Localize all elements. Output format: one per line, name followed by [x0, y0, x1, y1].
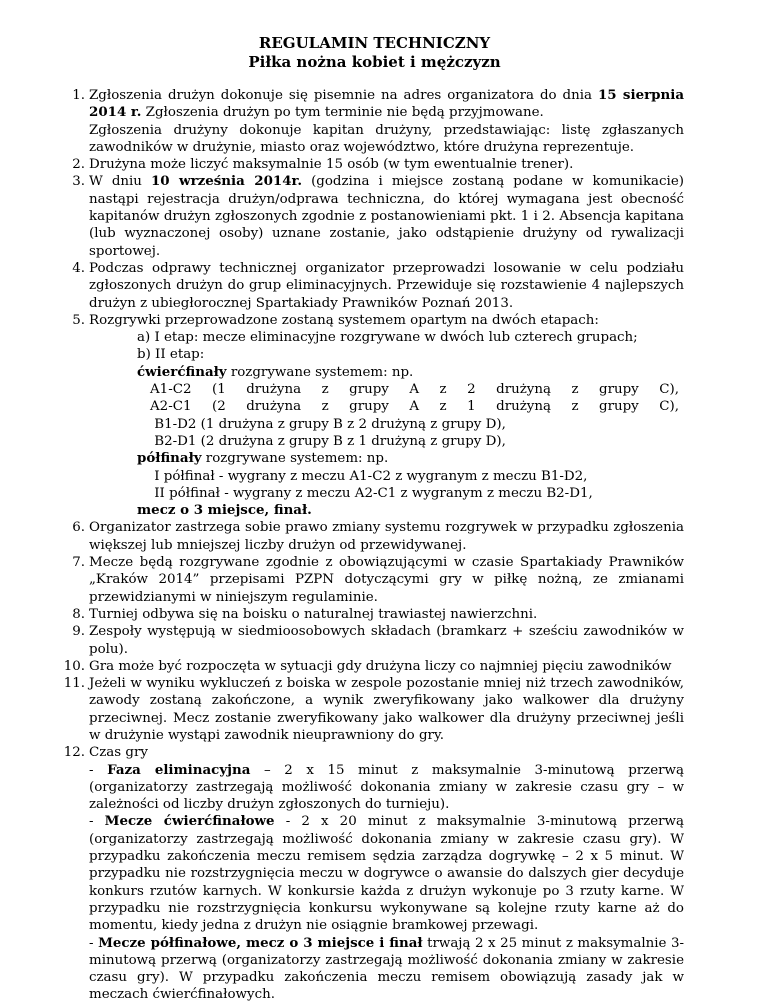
- semifinal-2: II półfinał - wygrany z meczu A2-C1 z wygranym z meczu B2-D1,: [150, 485, 593, 501]
- rule-3: 3. W dniu 10 września 2014r. (godzina i miejsce zostaną podane w komunikacie) nastąpi rejestracja drużyn/odprawa techniczna, do której wymagana jest obecność kapitanów drużyn zgłoszonych zgodnie z postanowieniami pkt. 1 i 2. Absencja kapitana (lub wyznaczonej osoby) uznane zostanie, jako odstąpienie drużyny od rywalizacji sportowej.: [65, 173, 684, 259]
- quarterfinals-heading: ćwierćfinały rozgrywane systemem: np.: [137, 363, 414, 380]
- rule-4: 4. Podczas odprawy technicznej organizator przeprowadzi losowanie w celu podziału zgłoszonych drużyn do grup eliminacyjnych. Przewiduje się rozstawienie 4 najlepszych drużyn z ubiegłorocznej Spartakiady Prawników Poznań 2013.: [65, 260, 684, 312]
- deadline-date: 15 sierpnia 2014 r.: [89, 87, 684, 121]
- final-matches: mecz o 3 miejsce, finał.: [137, 502, 312, 519]
- rule-number: 7.: [72, 555, 85, 571]
- rule-2: 2. Drużyna może liczyć maksymalnie 15 osób (w tym ewentualnie trener).: [65, 156, 684, 173]
- rule-6: 6. Organizator zastrzega sobie prawo zmiany systemu rozgrywek w przypadku zgłoszenia większej lub mniejszej liczby drużyn od przewidywanej.: [65, 519, 684, 554]
- rule-number: 9.: [72, 624, 85, 640]
- rule-9: 9. Zespoły występują w siedmioosobowych składach (bramkarz + sześciu zawodników w polu).: [65, 623, 684, 658]
- rule-number: 1.: [72, 88, 85, 103]
- justified-line: A1-C2 (1 drużyna z grupy A z 2 drużyną z grupy C),: [150, 382, 679, 398]
- stage-1: a) I etap: mecze eliminacyjne rozgrywane w dwóch lub czterech grupach;: [137, 330, 638, 346]
- rule-10: 10. Gra może być rozpoczęta w sytuacji gdy drużyna liczy co najmniej pięciu zawodników: [65, 658, 684, 675]
- rule-5: 5. Rozgrywki przeprowadzone zostaną systemem opartym na dwóch etapach: a) I etap: mecze eliminacyjne rozgrywane w dwóch lub czterech grupach; b) II etap: ćwierćfinały rozgrywane systemem: np. A1-C2 (1 drużyna z grupy A z 2 drużyną z grupy C), A2-C1 (2 drużyna z grupy A z 1 drużyną z grupy C), B1-D2 (1 drużyna z grupy B z 2 drużyną z grupy D), B2-D1 (2 drużyna z grupy B z 1 drużyną z grupy D), półfinały rozgrywane systemem: np. I półfinał - wygrany z meczu A1-C2 z wygranym z meczu B1-D2, II półfinał - wygrany z meczu A2-C1 z wygranym z meczu B2-D1, mecz o 3 miejsce, finał.: [65, 312, 684, 520]
- rule-number: 12.: [63, 745, 85, 761]
- document-subtitle: Piłka nożna kobiet i mężczyzn: [248, 53, 501, 71]
- rule-number: 10.: [63, 658, 85, 674]
- rule-12: 12. Czas gry - Faza eliminacyjna – 2 x 15 minut z maksymalnie 3-minutową przerwą (organizatorzy zastrzegają możliwość dokonania zmiany w zakresie czasu gry – w zależności od liczby drużyn zgłoszonych do turnieju). - Mecze ćwierćfinałowe - 2 x 20 minut z maksymalnie 3-minutową przerwą (organizatorzy zastrzegają możliwość dokonania zmiany w zakresie czasu gry). W przypadku zakończenia meczu remisem sędzia zarządza dogrywkę – 2 x 5 minut. W przypadku nie rozstrzygnięcia meczu w dogrywce o awansie do dalszych gier decyduje konkurs rzutów karnych. W konkursie każda z drużyn wykonuje po 3 rzuty karne. W przypadku nie rozstrzygnięcia konkursu wykonywane są kolejne rzuty karne aż do momentu, kiedy jedna z drużyn nie osiągnie bramkowej przewagi. - Mecze półfinałowe, mecz o 3 miejsce i finał trwają 2 x 25 minut z maksymalnie 3-minutową przerwą (organizatorzy zastrzegają możliwość dokonania zmiany w zakresie czasu gry). W przypadku zakończenia meczu remisem obowiązują zasady jak w meczach ćwierćfinałowych.: [65, 744, 684, 1003]
- rule-number: 5.: [72, 312, 85, 328]
- rule-number: 8.: [72, 606, 85, 622]
- rule-number: 6.: [72, 520, 85, 536]
- rules-list: [65, 87, 684, 1004]
- rule-7: 7. Mecze będą rozgrywane zgodnie z obowiązującymi w czasie Spartakiady Prawników „Kraków 2014” przepisami PZPN dotyczącymi gry w piłkę nożną, ze zmianami przewidzianymi w niniejszym regulaminie.: [65, 554, 684, 606]
- game-time-quarterfinals: - Mecze ćwierćfinałowe - 2 x 20 minut z maksymalnie 3-minutową przerwą (organizatorzy zastrzegają możliwość dokonania zmiany w zakresie czasu gry). W przypadku zakończenia meczu remisem sędzia zarządza dogrywkę – 2 x 5 minut. W przypadku nie rozstrzygnięcia meczu w dogrywce o awansie do dalszych gier decyduje konkurs rzutów karnych. W konkursie każda z drużyn wykonuje po 3 rzuty karne. W przypadku nie rozstrzygnięcia konkursu wykonywane są kolejne rzuty karne aż do momentu, kiedy jedna z drużyn nie osiągnie bramkowej przewagi.: [89, 813, 684, 934]
- game-time-elimination: - Faza eliminacyjna – 2 x 15 minut z maksymalnie 3-minutową przerwą (organizatorzy zastrzegają możliwość dokonania zmiany w zakresie czasu gry – w zależności od liczby drużyn zgłoszonych do turnieju).: [89, 761, 685, 813]
- rule-11: 11. Jeżeli w wyniku wykluczeń z boiska w zespole pozostanie mniej niż trzech zawodników, zawody zostaną zakończone, a wynik zweryfikowany jako walkower dla drużyny przeciwnej. Mecz zostanie zweryfikowany jako walkower dla drużyny przeciwnej jeśli w drużynie wystąpi zawodnik nieuprawniony do gry.: [65, 675, 684, 744]
- quarterfinal-pairing-4: B2-D1 (2 drużyna z grupy B z 1 drużyną z grupy D),: [150, 433, 506, 449]
- stage-2: b) II etap:: [137, 347, 205, 363]
- registration-date: 10 września 2014r.: [150, 173, 303, 190]
- rule-number: 2.: [72, 157, 85, 173]
- rule-8: 8. Turniej odbywa się na boisku o naturalnej trawiastej nawierzchni.: [65, 606, 684, 623]
- game-time-semifinals-finals: - Mecze półfinałowe, mecz o 3 miejsce i finał trwają 2 x 25 minut z maksymalnie 3-minutową przerwą (organizatorzy zastrzegają możliwość dokonania zmiany w zakresie czasu gry). W przypadku zakończenia meczu remisem obowiązują zasady jak w meczach ćwierćfinałowych.: [89, 934, 685, 1003]
- quarterfinal-pairing-2: [89, 398, 684, 415]
- quarterfinal-pairing-1: [89, 381, 684, 398]
- rule-number: 4.: [72, 260, 85, 276]
- rule-number: 3.: [72, 174, 85, 190]
- semifinal-1: I półfinał - wygrany z meczu A1-C2 z wygranym z meczu B1-D2,: [150, 468, 588, 484]
- rule-number: 11.: [63, 676, 85, 692]
- document-title: REGULAMIN TECHNICZNY: [258, 34, 491, 52]
- justified-line: A2-C1 (2 drużyna z grupy A z 1 drużyną z grupy C),: [150, 399, 679, 415]
- semifinals-heading: półfinały rozgrywane systemem: np.: [137, 450, 389, 467]
- rule-1: 1. Zgłoszenia drużyn dokonuje się pisemnie na adres organizatora do dnia 15 sierpnia 2014 r. Zgłoszenia drużyn po tym terminie nie będą przyjmowane. Zgłoszenia drużyny dokonuje kapitan drużyny, przedstawiając: listę zgłaszanych zawodników w drużynie, miasto oraz województwo, które drużyna reprezentuje.: [65, 87, 684, 156]
- quarterfinal-pairing-3: B1-D2 (1 drużyna z grupy B z 2 drużyną z grupy D),: [150, 416, 506, 432]
